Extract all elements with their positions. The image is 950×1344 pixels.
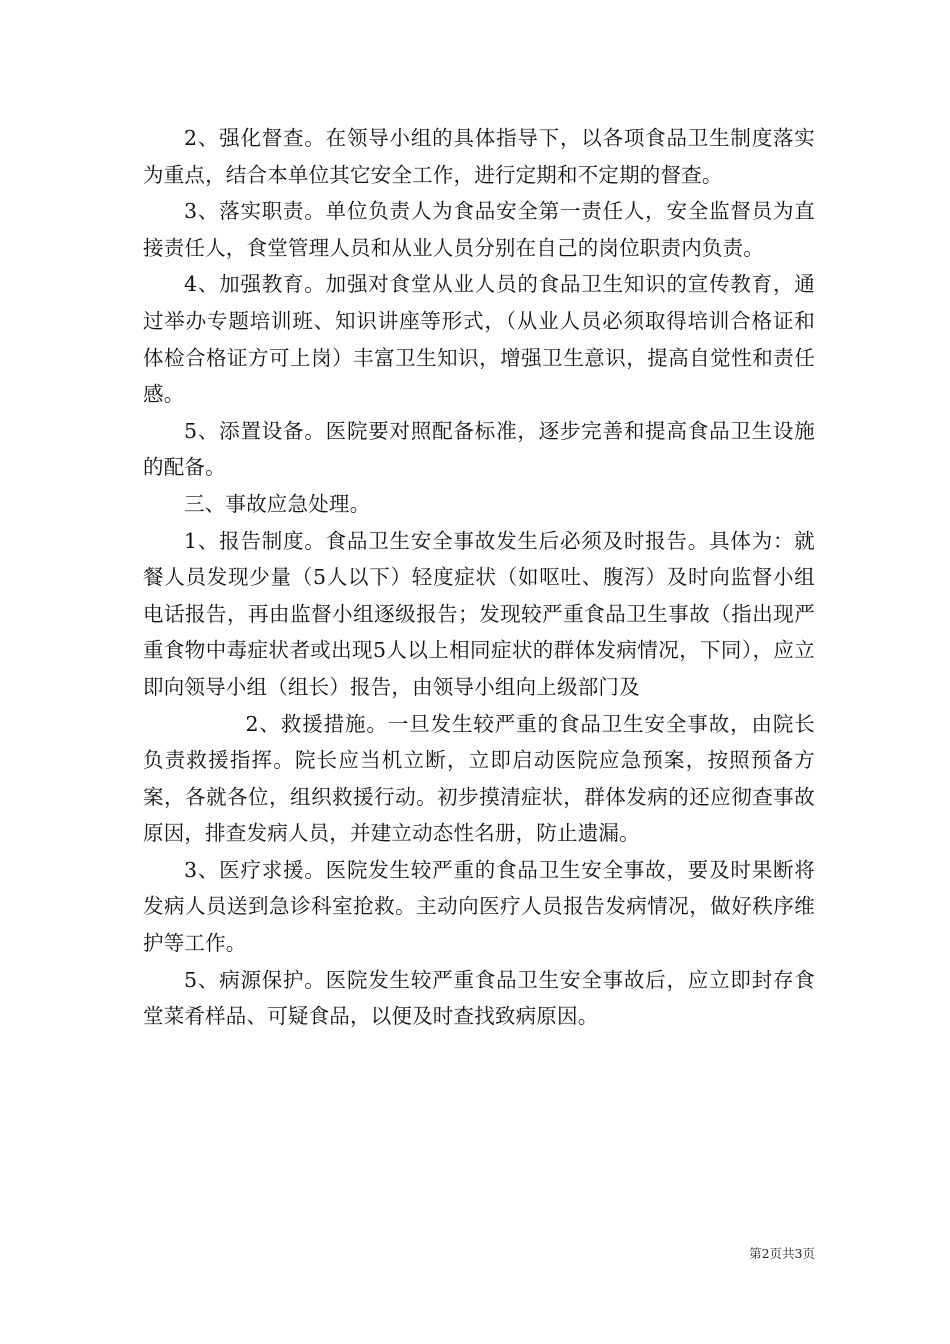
document-body	[143, 120, 815, 1035]
section-heading-emergency: 三、事故应急处理。	[184, 491, 371, 516]
paragraph-source-protection: 5、病源保护。医院发生较严重食品卫生安全事故后，应立即封存食堂菜肴样品、可疑食品，以便及时查找致病原因。	[143, 967, 815, 1029]
paragraph-implement-responsibility: 3、落实职责。单位负责人为食品安全第一责任人，安全监督员为直接责任人，食堂管理人员和从业人员分别在自己的岗位职责内负责。	[143, 199, 815, 260]
paragraph-rescue-measures: 2、救援措施。一旦发生较严重的食品卫生安全事故，由院长负责救援指挥。院长应当机立断，立即启动医院应急预案，按照预备方案，各就各位，组织救援行动。初步摸清症状，群体发病的还应彻查事故原因，排查发病人员，并建立动态性名册，防止遗漏。	[143, 711, 815, 846]
paragraph-medical-assistance: 3、医疗求援。医院发生较严重的食品卫生安全事故，要及时果断将发病人员送到急诊科室抢救。主动向医疗人员报告发病情况，做好秩序维护等工作。	[143, 857, 815, 956]
page-number: 第2页共3页	[749, 1246, 815, 1261]
paragraph-reporting-system: 1、报告制度。食品卫生安全事故发生后必须及时报告。具体为：就餐人员发现少量（5人以下）轻度症状（如呕吐、腹泻）及时向监督小组电话报告，再由监督小组逐级报告；发现较严重食品卫生事故（指出现严重食物中毒症状者或出现5人以上相同症状的群体发病情况，下同），应立即向领导小组（组长）报告，由领导小组向上级部门及	[143, 528, 815, 699]
paragraph-add-equipment: 5、添置设备。医院要对照配备标准，逐步完善和提高食品卫生设施的配备。	[143, 418, 815, 480]
paragraph-strengthen-supervision: 2、强化督查。在领导小组的具体指导下，以各项食品卫生制度落实为重点，结合本单位其它安全工作，进行定期和不定期的督查。	[143, 126, 815, 187]
paragraph-strengthen-education: 4、加强教育。加强对食堂从业人员的食品卫生知识的宣传教育，通过举办专题培训班、知识讲座等形式，（从业人员必须取得培训合格证和体检合格证方可上岗）丰富卫生知识，增强卫生意识，提高自觉性和责任感。	[143, 272, 815, 407]
